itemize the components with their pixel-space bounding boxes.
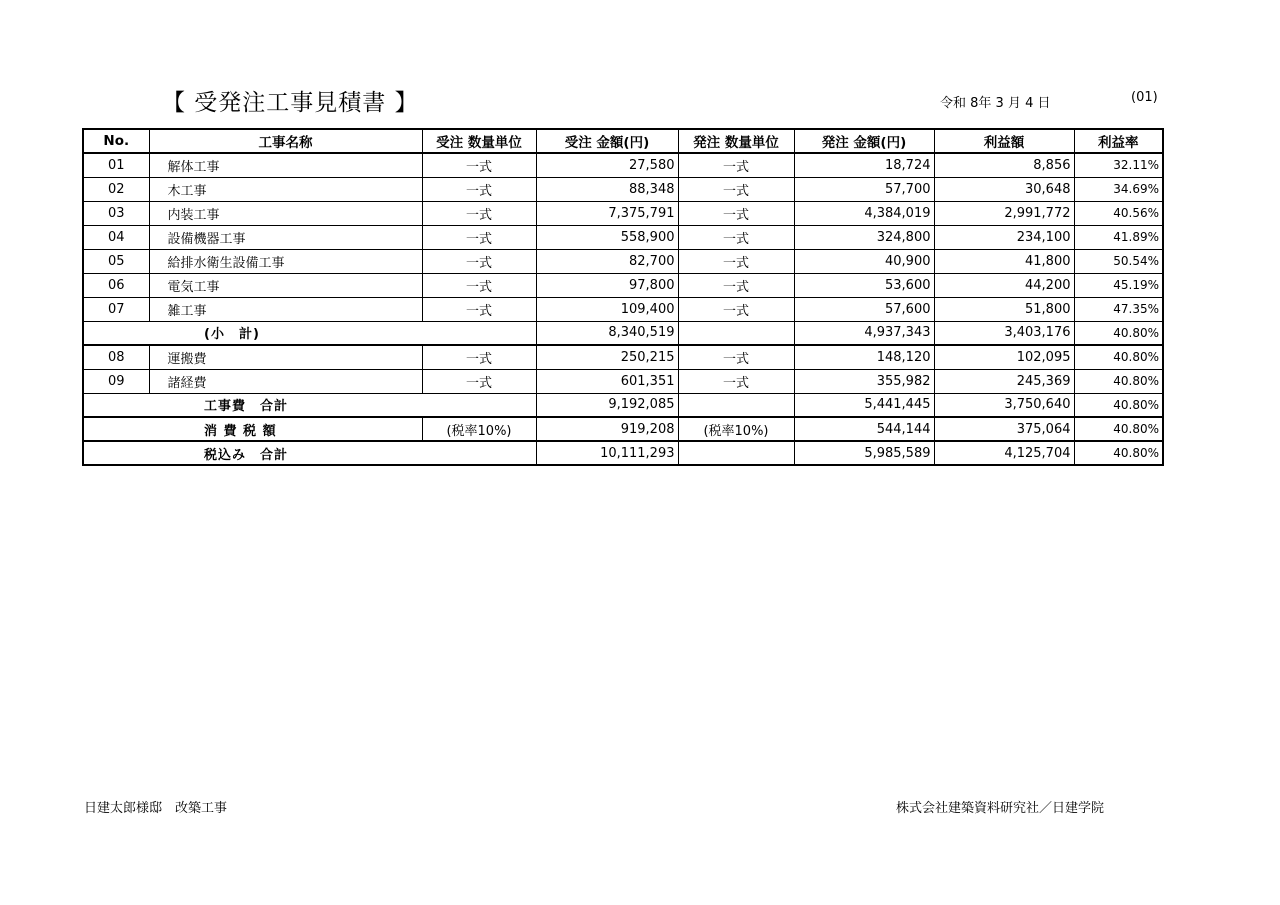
sub-amount: 53,600	[794, 273, 934, 297]
subtotal-sub-amount: 4,937,343	[794, 321, 934, 345]
sub-unit: 一式	[678, 249, 794, 273]
item-no: 07	[83, 297, 149, 321]
table-row	[83, 345, 1163, 369]
subtotal-row	[83, 321, 1163, 345]
item-no: 02	[83, 177, 149, 201]
page-number: (01)	[1131, 90, 1158, 105]
empty-cell	[678, 321, 794, 345]
col-header-sub-amount: 発注 金額(円)	[794, 129, 934, 153]
sub-unit: 一式	[678, 153, 794, 177]
item-no: 01	[83, 153, 149, 177]
tax-row	[83, 417, 1163, 441]
order-unit: 一式	[422, 273, 536, 297]
order-amount: 7,375,791	[536, 201, 678, 225]
item-name: 給排水衛生設備工事	[149, 249, 422, 273]
sub-amount: 355,982	[794, 369, 934, 393]
sub-unit: 一式	[678, 225, 794, 249]
col-header-name: 工事名称	[149, 129, 422, 153]
profit: 8,856	[934, 153, 1074, 177]
item-no: 04	[83, 225, 149, 249]
order-unit: 一式	[422, 225, 536, 249]
profit-rate: 40.80%	[1074, 345, 1163, 369]
grand-total-sub-amount: 5,985,589	[794, 441, 934, 465]
table-row	[83, 201, 1163, 225]
sub-amount: 57,700	[794, 177, 934, 201]
table-row	[83, 225, 1163, 249]
sub-unit: 一式	[678, 273, 794, 297]
grand-total-profit: 4,125,704	[934, 441, 1074, 465]
col-header-order-amount: 受注 金額(円)	[536, 129, 678, 153]
item-no: 03	[83, 201, 149, 225]
order-unit: 一式	[422, 153, 536, 177]
item-name: 内装工事	[149, 201, 422, 225]
order-unit: 一式	[422, 369, 536, 393]
order-amount: 27,580	[536, 153, 678, 177]
order-unit: 一式	[422, 297, 536, 321]
item-name: 設備機器工事	[149, 225, 422, 249]
order-amount: 250,215	[536, 345, 678, 369]
grand-total-label: 税込み 合計	[83, 441, 536, 465]
sub-amount: 324,800	[794, 225, 934, 249]
profit-rate: 34.69%	[1074, 177, 1163, 201]
profit: 102,095	[934, 345, 1074, 369]
sub-unit: 一式	[678, 177, 794, 201]
order-amount: 88,348	[536, 177, 678, 201]
item-name: 諸経費	[149, 369, 422, 393]
subtotal-profit: 3,403,176	[934, 321, 1074, 345]
col-header-rate: 利益率	[1074, 129, 1163, 153]
order-amount: 109,400	[536, 297, 678, 321]
profit: 245,369	[934, 369, 1074, 393]
order-amount: 601,351	[536, 369, 678, 393]
item-no: 06	[83, 273, 149, 297]
profit-rate: 40.56%	[1074, 201, 1163, 225]
subtotal-rate: 40.80%	[1074, 321, 1163, 345]
table-row	[83, 297, 1163, 321]
company-name: 株式会社建築資料研究社／日建学院	[896, 801, 1105, 816]
profit: 51,800	[934, 297, 1074, 321]
order-amount: 82,700	[536, 249, 678, 273]
sub-unit: 一式	[678, 297, 794, 321]
table-row	[83, 177, 1163, 201]
profit-rate: 32.11%	[1074, 153, 1163, 177]
item-name: 運搬費	[149, 345, 422, 369]
sub-unit: 一式	[678, 201, 794, 225]
total-row	[83, 393, 1163, 417]
table-row	[83, 273, 1163, 297]
grand-total-order-amount: 10,111,293	[536, 441, 678, 465]
tax-profit: 375,064	[934, 417, 1074, 441]
order-amount: 558,900	[536, 225, 678, 249]
total-sub-amount: 5,441,445	[794, 393, 934, 417]
table-row	[83, 153, 1163, 177]
subtotal-label: (小 計)	[83, 321, 536, 345]
item-name: 雑工事	[149, 297, 422, 321]
col-header-profit: 利益額	[934, 129, 1074, 153]
sub-unit: 一式	[678, 369, 794, 393]
item-no: 08	[83, 345, 149, 369]
sub-amount: 40,900	[794, 249, 934, 273]
empty-cell	[678, 441, 794, 465]
document-date: 令和 8年 3 月 4 日	[940, 96, 1051, 111]
profit-rate: 41.89%	[1074, 225, 1163, 249]
empty-cell	[678, 393, 794, 417]
profit-rate: 50.54%	[1074, 249, 1163, 273]
col-header-sub-unit: 発注 数量単位	[678, 129, 794, 153]
profit-rate: 45.19%	[1074, 273, 1163, 297]
estimate-table	[82, 128, 1164, 466]
tax-sub-amount: 544,144	[794, 417, 934, 441]
sub-amount: 4,384,019	[794, 201, 934, 225]
item-no: 05	[83, 249, 149, 273]
table-row	[83, 369, 1163, 393]
profit-rate: 47.35%	[1074, 297, 1163, 321]
total-rate: 40.80%	[1074, 393, 1163, 417]
sub-amount: 57,600	[794, 297, 934, 321]
tax-rate: 40.80%	[1074, 417, 1163, 441]
order-unit: 一式	[422, 345, 536, 369]
subtotal-order-amount: 8,340,519	[536, 321, 678, 345]
table-header-row	[83, 129, 1163, 153]
total-label: 工事費 合計	[83, 393, 536, 417]
document-title: 【 受発注工事見積書 】	[162, 90, 419, 116]
profit: 234,100	[934, 225, 1074, 249]
tax-sub-rate: (税率10%)	[678, 417, 794, 441]
total-profit: 3,750,640	[934, 393, 1074, 417]
profit-rate: 40.80%	[1074, 369, 1163, 393]
profit: 41,800	[934, 249, 1074, 273]
table-row	[83, 249, 1163, 273]
tax-order-rate: (税率10%)	[422, 417, 536, 441]
sub-amount: 148,120	[794, 345, 934, 369]
sub-unit: 一式	[678, 345, 794, 369]
order-unit: 一式	[422, 249, 536, 273]
order-unit: 一式	[422, 177, 536, 201]
item-name: 電気工事	[149, 273, 422, 297]
item-no: 09	[83, 369, 149, 393]
order-unit: 一式	[422, 201, 536, 225]
tax-order-amount: 919,208	[536, 417, 678, 441]
profit: 2,991,772	[934, 201, 1074, 225]
grand-total-row	[83, 441, 1163, 465]
order-amount: 97,800	[536, 273, 678, 297]
sub-amount: 18,724	[794, 153, 934, 177]
tax-label: 消 費 税 額	[83, 417, 422, 441]
project-name: 日建太郎様邸 改築工事	[84, 801, 228, 816]
grand-total-rate: 40.80%	[1074, 441, 1163, 465]
col-header-order-unit: 受注 数量単位	[422, 129, 536, 153]
item-name: 解体工事	[149, 153, 422, 177]
profit: 30,648	[934, 177, 1074, 201]
profit: 44,200	[934, 273, 1074, 297]
item-name: 木工事	[149, 177, 422, 201]
total-order-amount: 9,192,085	[536, 393, 678, 417]
col-header-no: No.	[83, 129, 149, 153]
